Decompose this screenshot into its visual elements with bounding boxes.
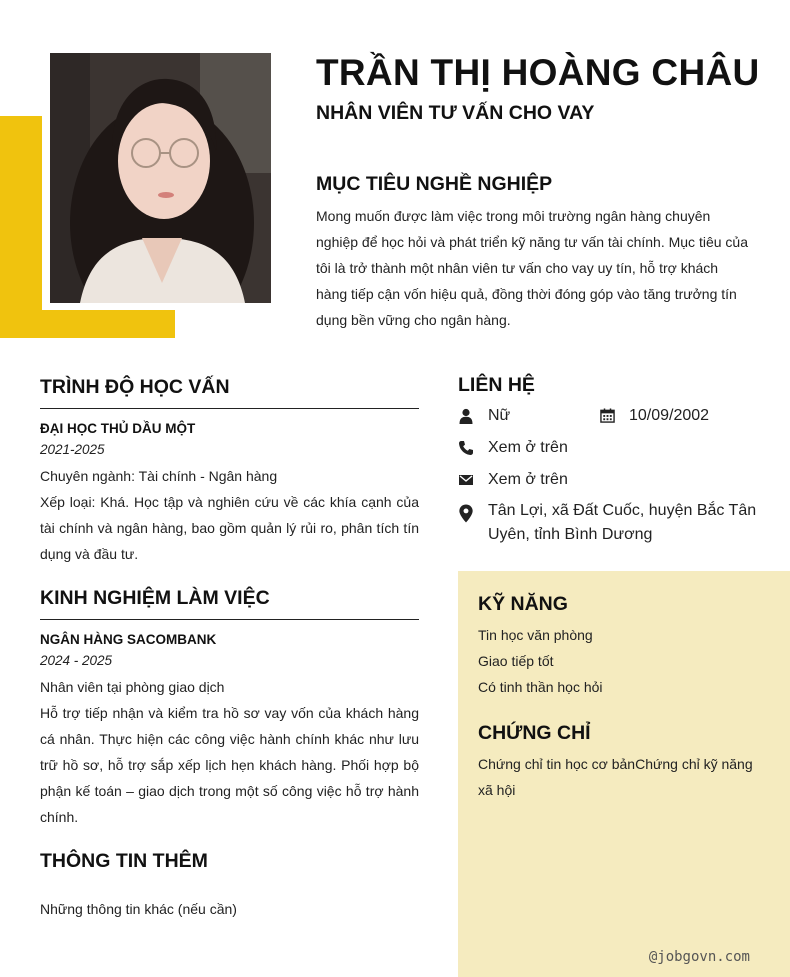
skills-panel <box>458 571 790 977</box>
address-value: Tân Lợi, xã Đất Cuốc, huyện Bắc Tân Uyên, tỉnh Bình Dương <box>488 502 757 543</box>
skill-item: Tin học văn phòng <box>478 627 593 643</box>
experience-section <box>40 587 419 830</box>
experience-detail: Hỗ trợ tiếp nhận và kiểm tra hồ sơ vay vốn của khách hàng cá nhân. Thực hiện các công việc hành chính khác như lưu trữ hồ sơ, hỗ trợ sắp xếp lịch hẹn khách hàng. Phối hợp bộ phận kế toán – giao dịch trong một số công việc hỗ trợ hành chính. <box>40 705 419 825</box>
experience-heading: KINH NGHIỆM LÀM VIỆC <box>40 587 270 609</box>
education-detail: Xếp loại: Khá. Học tập và nghiên cứu về các khía cạnh của tài chính và ngân hàng, bao gồm quản lý rủi ro, phân tích tín dụng và đầu tư. <box>40 494 419 562</box>
school-name: ĐẠI HỌC THỦ DẦU MỘT <box>40 421 196 436</box>
certificates-heading: CHỨNG CHỈ <box>478 722 591 744</box>
person-icon <box>458 408 474 424</box>
contact-heading: LIÊN HỆ <box>458 374 535 396</box>
company-name: NGÂN HÀNG SACOMBANK <box>40 632 217 647</box>
skill-item: Giao tiếp tốt <box>478 653 554 669</box>
additional-info-text: Những thông tin khác (nếu cần) <box>40 901 237 917</box>
dob-value: 10/09/2002 <box>629 407 710 424</box>
divider <box>40 408 419 409</box>
additional-info-heading: THÔNG TIN THÊM <box>40 850 208 872</box>
divider <box>40 619 419 620</box>
profile-photo <box>50 53 271 303</box>
experience-role: Nhân viên tại phòng giao dịch <box>40 679 225 695</box>
location-pin-icon <box>458 504 474 523</box>
education-period: 2021-2025 <box>40 442 105 457</box>
phone-icon <box>458 440 474 456</box>
objective-heading: MỤC TIÊU NGHỀ NGHIỆP <box>316 173 553 195</box>
job-title: NHÂN VIÊN TƯ VẤN CHO VAY <box>316 102 595 124</box>
candidate-name: TRẦN THỊ HOÀNG CHÂU <box>316 52 760 93</box>
certificates-text: Chứng chỉ tin học cơ bảnChứng chỉ kỹ năng xã hội <box>478 756 753 798</box>
phone-value: Xem ở trên <box>488 439 568 456</box>
objective-text: Mong muốn được làm việc trong môi trường ngân hàng chuyên nghiệp để học hỏi và phát triển kỹ năng tư vấn tài chính. Mục tiêu của tôi là trở thành một nhân viên tư vấn cho vay uy tín, hỗ trợ khách hàng tiếp cận vốn hiệu quả, đồng thời đóng góp vào tăng trưởng tín dụng bền vững cho ngân hàng. <box>316 208 748 328</box>
education-heading: TRÌNH ĐỘ HỌC VẤN <box>40 376 230 398</box>
education-section <box>40 376 419 567</box>
watermark: @jobgovn.com <box>648 949 750 965</box>
mail-icon <box>458 472 474 488</box>
email-value: Xem ở trên <box>488 471 568 488</box>
skills-list <box>478 622 758 700</box>
gender-value: Nữ <box>488 407 511 424</box>
experience-period: 2024 - 2025 <box>40 653 113 668</box>
skills-heading: KỸ NĂNG <box>478 593 568 615</box>
skill-item: Có tinh thần học hỏi <box>478 679 603 695</box>
education-major: Chuyên ngành: Tài chính - Ngân hàng <box>40 468 278 484</box>
calendar-icon <box>600 408 615 423</box>
additional-info-section <box>40 850 419 922</box>
